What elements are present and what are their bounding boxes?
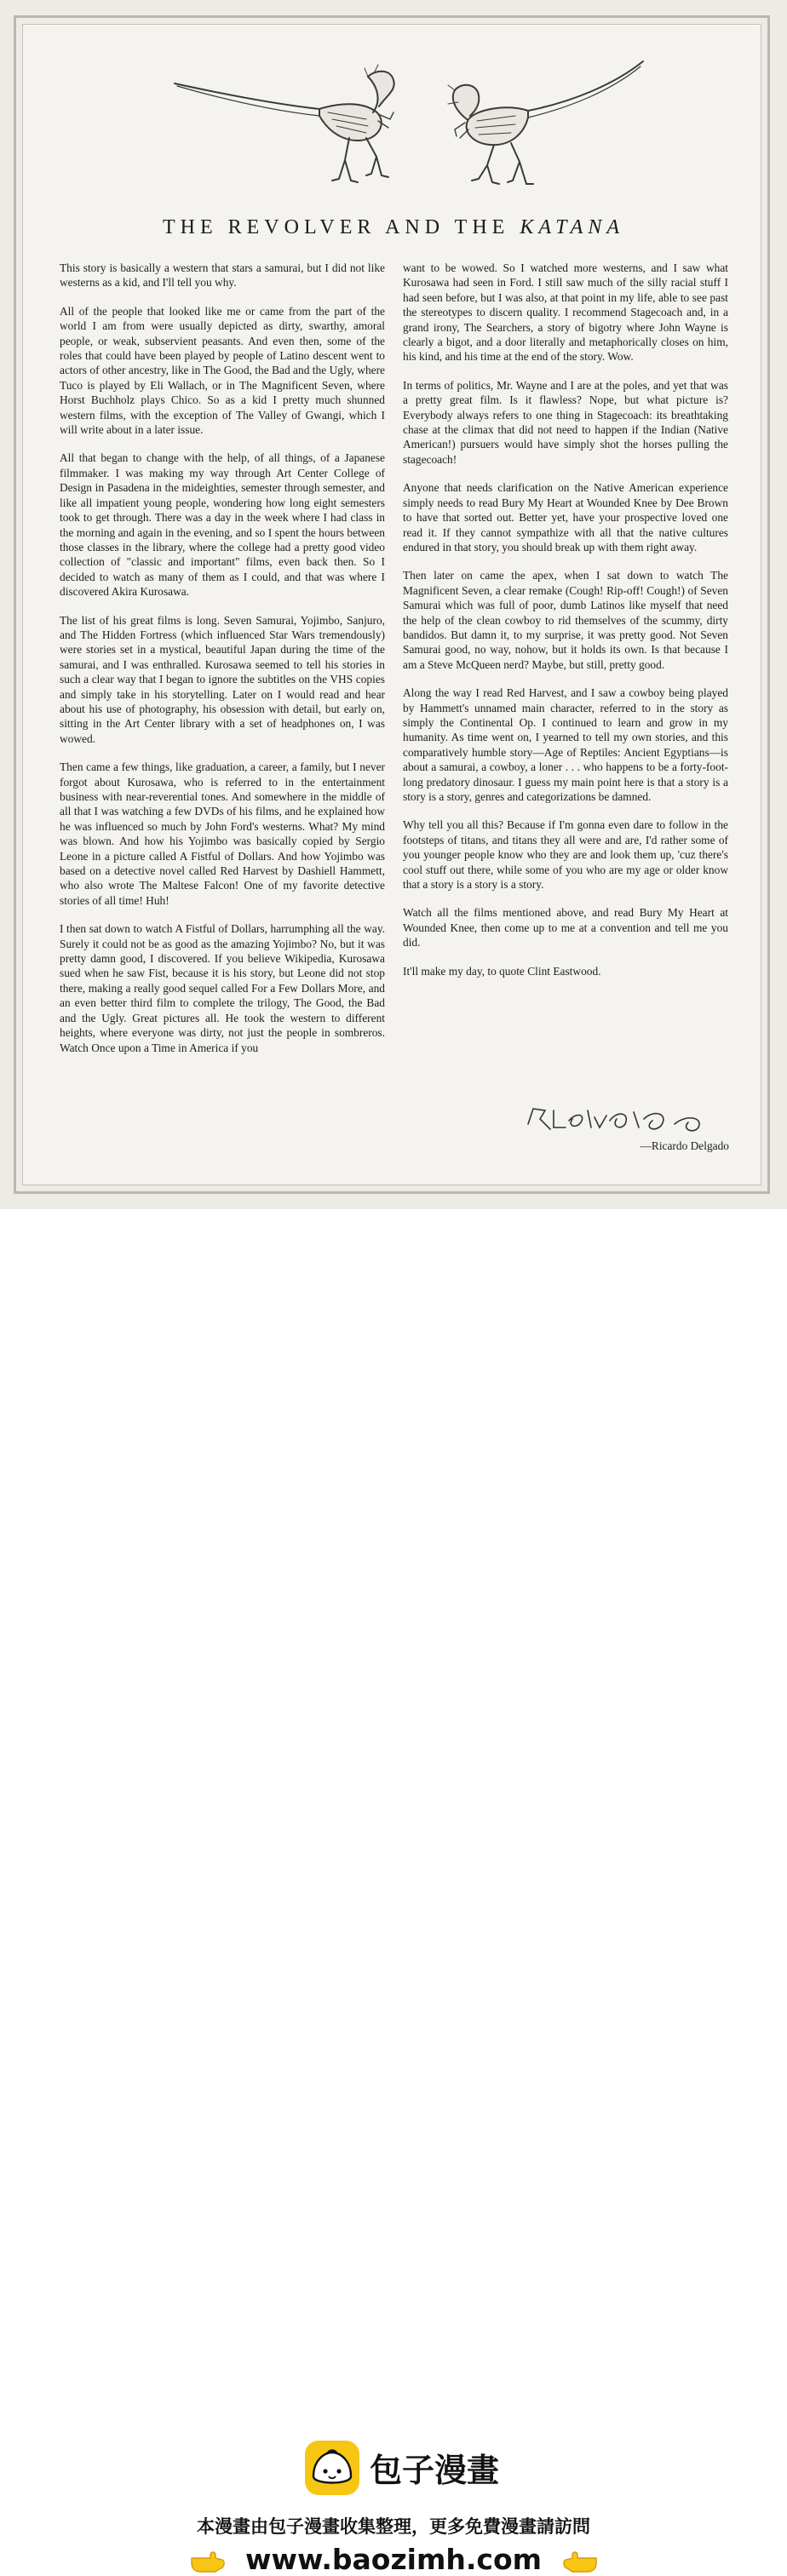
bun-mascot-icon [303, 2439, 361, 2497]
paragraph: Watch all the films mentioned above, and read Bury My Heart at Wounded Knee, then come up to me at a convention and tell me you did. [403, 906, 728, 950]
paragraph: I then sat down to watch A Fistful of Dollars, harrumphing all the way. Surely it could not be as good as the amazing Yojimbo? No, but it was pretty damn good, I discovered. If you believe Wikipedia, Kurosawa sued when he saw Fist, because it is his story, but Leone did not stop there, making a really good sequel called For a Few Dollars More, and an even better third film to complete the trilogy, The Good, the Bad and the Ugly. Great pictures all. He took the western to different heights, where everyone was dirty, not just the people in sombreros. Watch Once upon a Time in America if you [60, 922, 385, 1054]
paragraph: All of the people that looked like me or came from the part of the world I am from were usually depicted as dirty, swarthy, amoral people, or weak, subservient peasants. And even then, some of the roles that could have been played by people of Latino descent went to actors of other ancestry, like in The Good, the Bad and the Ugly, where Tuco is played by Eli Wallach, or in The Magnificent Seven, where Horst Buchholz plays Chico. So as a kid I pretty much shunned western films, with the exception of The Valley of Gwangi, which I will write about in a later issue. [60, 304, 385, 437]
paragraph: This story is basically a western that stars a samurai, but I did not like westerns as a kid, and I'll tell you why. [60, 261, 385, 290]
paragraph: Why tell you all this? Because if I'm gonna even dare to follow in the footsteps of titans, and titans they all were and are, I'd rather some of you younger people know who they are and look them up, 'cuz there's cool stuff out there, while some of you who are my age or older know that a story is a story is a story. [403, 818, 728, 892]
document-page [0, 0, 787, 1209]
article-title [0, 216, 787, 239]
site-url[interactable]: www.baozimh.com [245, 2543, 542, 2576]
site-logo-text: 包子漫畫 [370, 2452, 500, 2489]
paragraph: In terms of politics, Mr. Wayne and I are at the poles, and yet that was a pretty great film. Is it flawless? Nope, but what picture is? Everybody always refers to one thing in Stagecoach: its breathtaking chase at the climax that did not need to happen if the Indian (Native American!) pursuers would have simply shot the horses pulling the stagecoach! [403, 378, 728, 466]
title-main: THE REVOLVER AND THE [162, 216, 520, 238]
pointing-hand-icon [190, 2550, 226, 2573]
paragraph: All that began to change with the help, of all things, of a Japanese filmmaker. I was making my way through Art Center College of Design in Pasadena in the mideighties, semester through semester, and like all impatient young people, wondering how long eight semesters took to get through. There was a day in the week where I had class in the morning and again in the evening, and so I spent the hours between those classes in the library, where the college had a pretty good video collection of "classic and important" films, even back then. So I decided to watch as many of them as I could, and that was where I discovered Akira Kurosawa. [60, 451, 385, 599]
watermark-notice: 本漫畫由包子漫畫收集整理，更多免費漫畫請訪問 [197, 2516, 590, 2537]
dinosaur-skeletons-illustration [170, 60, 647, 196]
paragraph: want to be wowed. So I watched more westerns, and I saw what Kurosawa had seen in Ford. I still saw much of the silly racial stuff I had seen before, but I was also, at that point in my life, able to see past the stereotypes to discern quality. I recommend Stagecoach and, in a grand irony, The Searchers, a story of bigotry where John Wayne is clearly a bigot, and a door literally and metaphorically closes on him, his kind, and his time at the end of the story. Wow. [403, 261, 728, 364]
paragraph: Anyone that needs clarification on the Native American experience simply needs to read Bury My Heart at Wounded Knee by Dee Brown to have that sorted out. Better yet, have your prospective loved one read it. If they cannot sympathize with all that the native cultures endured in that story, you should break up with them right away. [403, 481, 728, 554]
paragraph: Then came a few things, like graduation, a career, a family, but I never forgot about Kurosawa, who is referred to in the entertainment business with near-reverential tones. And somewhere in the middle of all that I was watching a few DVDs of his films, and he explained how he was influenced so much by John Ford's westerns. What? My mind was blown. And how his Yojimbo was basically copied by Sergio Leone in a picture called A Fistful of Dollars. And how Yojimbo was based on a detective novel called Red Harvest by Dashiell Hammett, who also wrote The Maltese Falcon! One of my favorite detective stories of all time! Huh! [60, 760, 385, 907]
url-row [0, 2543, 787, 2576]
author-byline: —Ricardo Delgado [640, 1139, 729, 1152]
paragraph: Then later on came the apex, when I sat down to watch The Magnificent Seven, a clear remake (Cough! Rip-off! Cough!) of Seven Samurai which was full of poor, dumb Latinos like myself that need the help of the clean cowboy to rid themselves of the scummy, dirty bandidos. But damn it, to my surprise, it was pretty good. Not Seven Samurai good, no way, nohow, but it holds its own. Is that because I am a Steve McQueen nerd? Maybe, but still, pretty good. [403, 569, 728, 671]
signature-image [525, 1099, 729, 1138]
title-italic: KATANA [520, 216, 624, 238]
paragraph: Along the way I read Red Harvest, and I saw a cowboy being played by Hammett's unnamed main character, referred to in the story as simply the Continental Op. I continued to learn and grow in my humanity. As time went on, I yearned to tell my own stories, and this comparatively humble story—Age of Reptiles: Ancient Egyptians—is about a samurai, a cowboy, a loner . . . who happens to be a forty-foot-long predatory dinosaur. I guess my main point here is that a story is a story is a story, genres and categorizations be damned. [403, 686, 728, 803]
watermark-footer [0, 1209, 787, 2576]
paragraph: It'll make my day, to quote Clint Eastwood. [403, 964, 601, 978]
left-column [60, 261, 385, 1069]
right-column [403, 261, 728, 992]
paragraph: The list of his great films is long. Seven Samurai, Yojimbo, Sanjuro, and The Hidden Fortress (which influenced Star Wars tremendously) were stories set in a mystical, beautiful Japan during the time of the samurai, and I was enthralled. Kurosawa seemed to tell his stories in such a clear way that I began to ignore the subtitles on the VHS copies and simply take in his storytelling. Later on I would read and hear about his use of photography, his obsession with detail, but early on, sitting in the Art Center library with a set of headphones on, I was wowed. [60, 613, 385, 745]
pointing-hand-icon [562, 2550, 598, 2573]
